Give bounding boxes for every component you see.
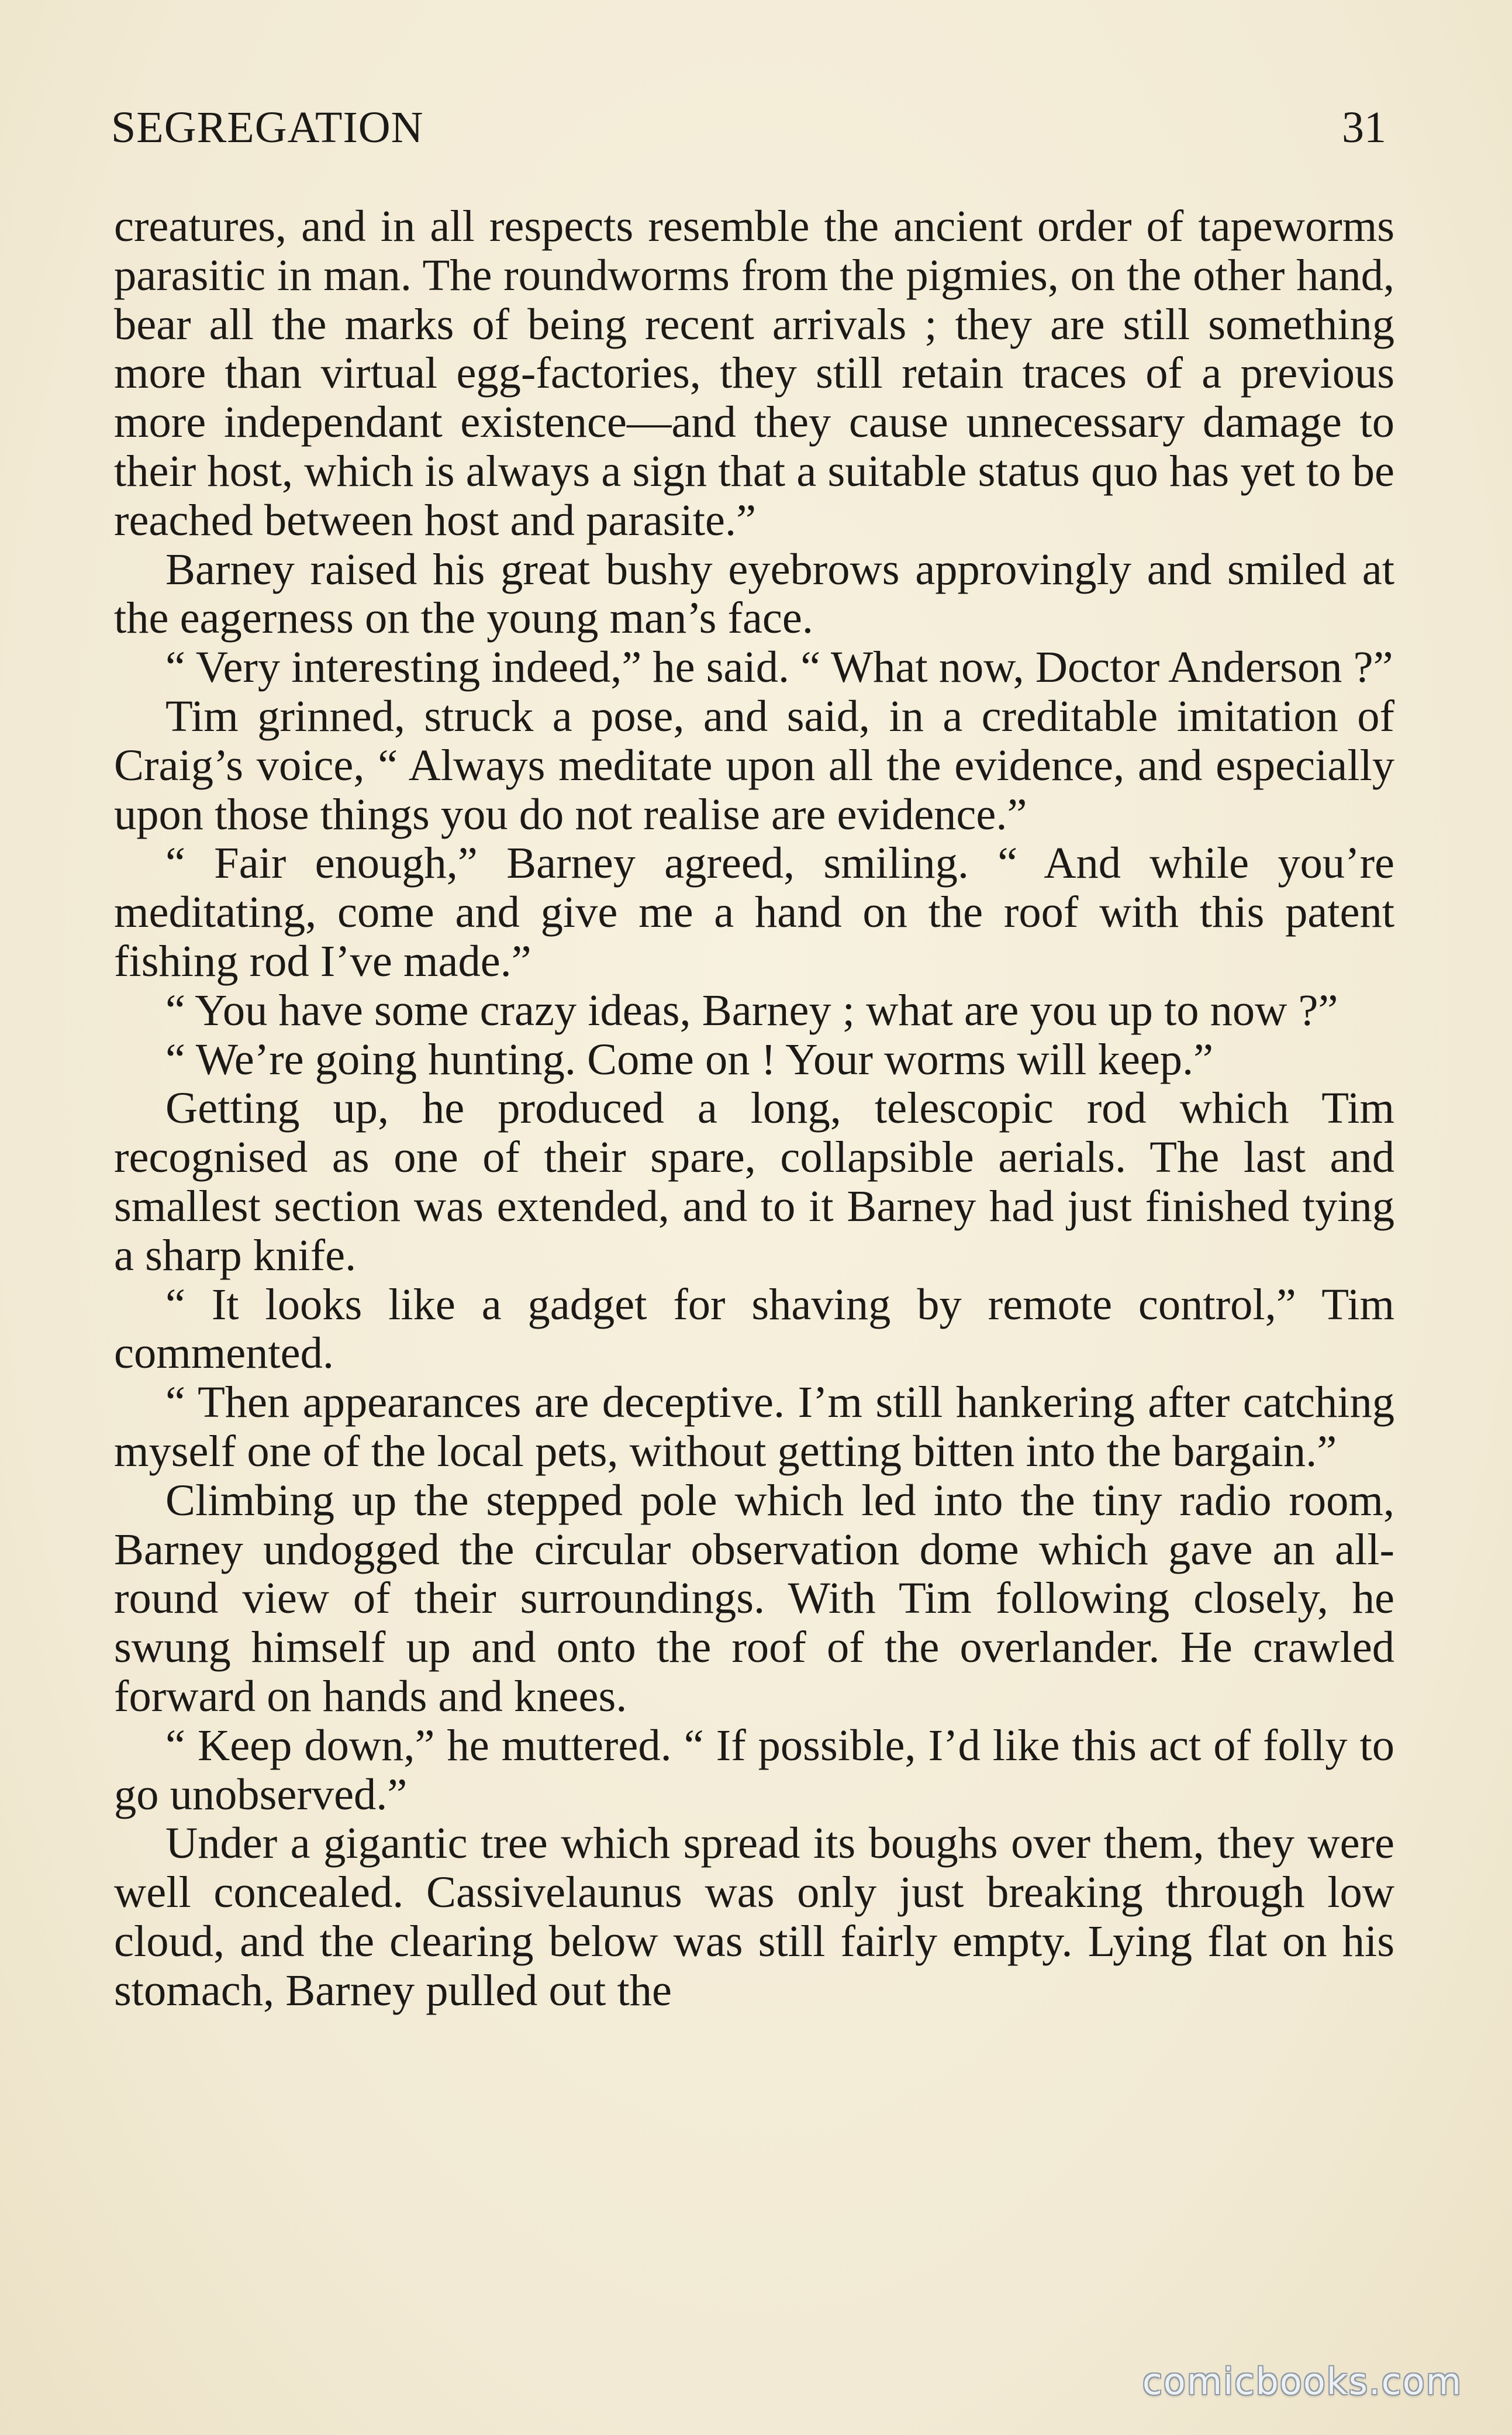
paragraph: “ We’re going hunting. Come on ! Your worms will keep.” — [165, 1034, 1214, 1084]
paragraph: “ Then appearances are deceptive. I’m still hankering after catching myself one of the local pets, without getting bitten into the bargain.” — [114, 1377, 1394, 1476]
paragraph: creatures, and in all respects resemble the ancient order of tapeworms parasitic in man. The roundworms from the pigmies, on the other hand, bear all the marks of being recent arrivals ; they are still something more than virtual egg-factories, they still retain traces of a previous more independant existence—and they cause unnecessary damage to their host, which is always a sign that a suitable status quo has yet to be reached between host and parasite.” — [114, 201, 1394, 545]
paragraph: Climbing up the stepped pole which led into the tiny radio room, Barney undogged the circular observation dome which gave an all-round view of their surroundings. With Tim following closely, he swung himself up and onto the roof of the overlander. He crawled forward on hands and knees. — [114, 1475, 1394, 1721]
paragraph: Getting up, he produced a long, telescopic rod which Tim recognised as one of their spare, collapsible aerials. The last and smallest section was extended, and to it Barney had just finished tying a sharp knife. — [114, 1083, 1394, 1280]
paragraph: Tim grinned, struck a pose, and said, in a creditable imitation of Craig’s voice, “ Always meditate upon all the evidence, and especially upon those things you do not realise are evidence.” — [114, 691, 1394, 839]
body-text — [114, 202, 1394, 2015]
page-number: 31 — [1342, 103, 1386, 152]
paragraph: “ It looks like a gadget for shaving by remote control,” Tim commented. — [114, 1279, 1394, 1378]
page-header — [111, 102, 1386, 167]
paragraph: Barney raised his great bushy eyebrows approvingly and smiled at the eagerness on the young man’s face. — [114, 544, 1394, 643]
watermark: comicbooks.com — [1142, 2360, 1462, 2403]
paragraph: “ Keep down,” he muttered. “ If possible, I’d like this act of folly to go unobserved.” — [114, 1720, 1394, 1819]
running-head: SEGREGATION — [111, 103, 424, 152]
paragraph: “ Fair enough,” Barney agreed, smiling. “ And while you’re meditating, come and give me a hand on the roof with this patent fishing rod I’ve made.” — [114, 838, 1394, 986]
paragraph: “ You have some crazy ideas, Barney ; what are you up to now ?” — [165, 985, 1338, 1035]
paragraph: “ Very interesting indeed,” he said. “ What now, Doctor Anderson ?” — [165, 642, 1393, 692]
paragraph: Under a gigantic tree which spread its boughs over them, they were well concealed. Cassivelaunus was only just breaking through low cloud, and the clearing below was still fairly empty. Lying flat on his stomach, Barney pulled out the — [114, 1818, 1394, 2015]
